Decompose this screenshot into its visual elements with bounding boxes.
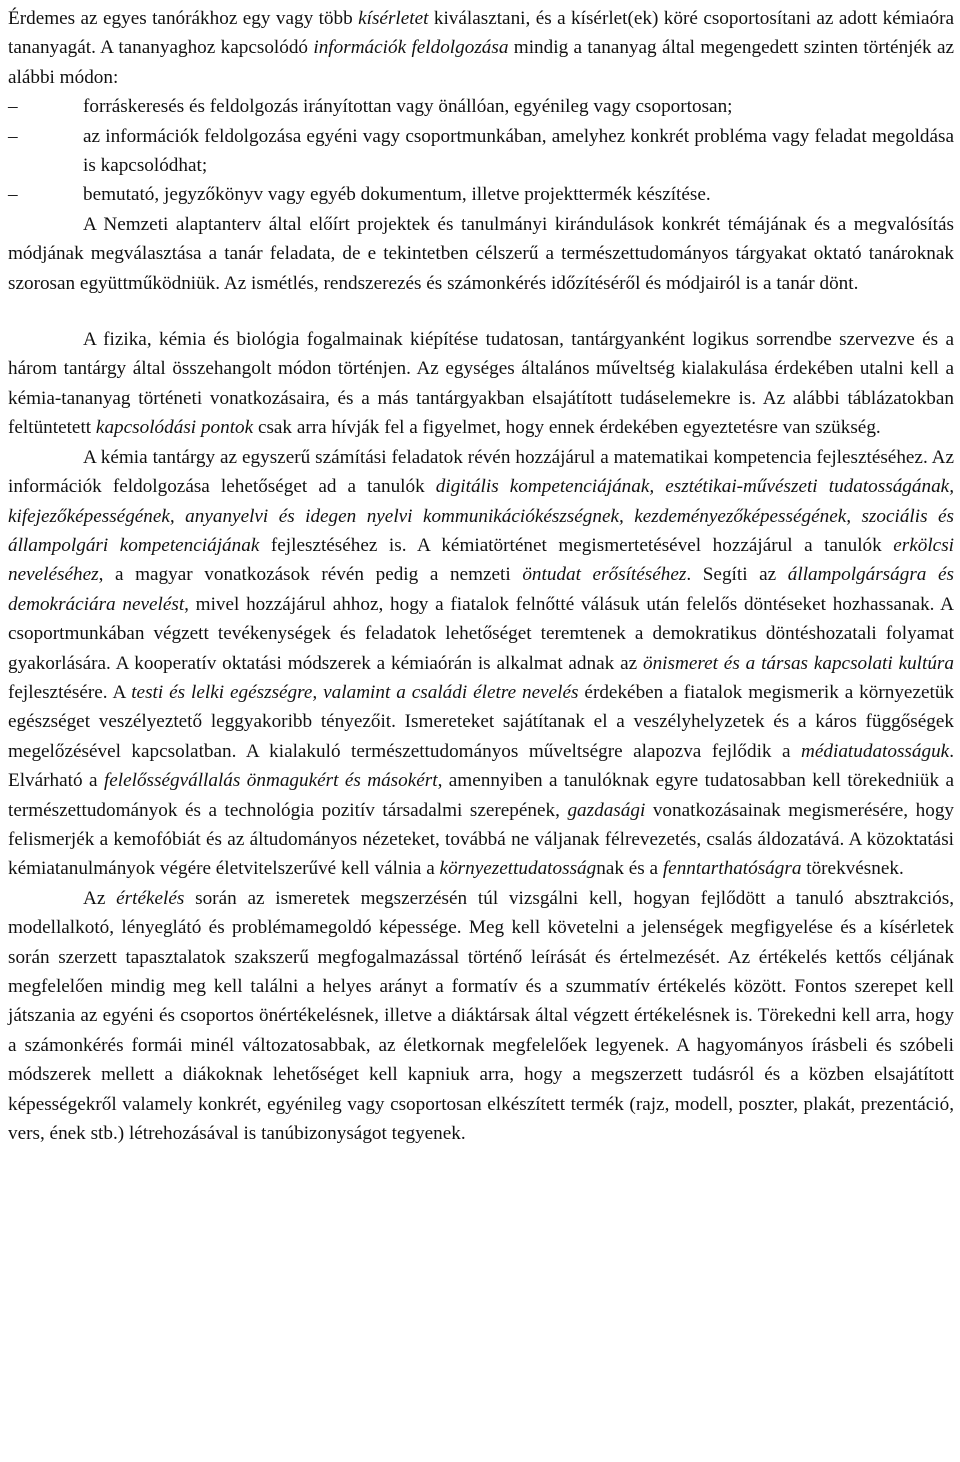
list-item-text: forráskeresés és feldolgozás irányítottan vagy önállóan, egyénileg vagy csoportosan;	[83, 96, 733, 118]
text-run: során az ismeretek megszerzésén túl vizsgálni kell, hogyan fejlődött a tanuló absztrakciós, modellalkotó, lényeglátó és problémamegoldó képessége. Meg kell követelni a jelenségek megfigyelése és a kísérletek során szerzett tapasztalatok szakszerű megfogalmazással történő leírását és értelmezését. Az értékelés kettős céljának megfelelően mindig meg kell találni a helyes arányt a formatív és a szummatív értékelés között. Fontos szerepet kell játszania az egyéni és csoportos önértékelésnek, illetve a diáktársak által végzett értékelésnek is. Törekedni kell arra, hogy a számonkérés formái minél változatosabbak, az életkornak megfelelőek legyenek. A hagyományos írásbeli és szóbeli módszerek mellett a diákoknak lehetőséget kell kapniuk arra, hogy a megszerzett tudásról és a közben elsajátított képességekről valamely konkrét, egyénileg vagy csoportosan elkészített termék (rajz, modell, poszter, plakát, prezentáció, vers, ének stb.) létrehozásával is tanúbizonyságot tegyenek.	[8, 887, 954, 1145]
italic-text-run: fenntarthatóságra	[662, 858, 802, 880]
text-run: Érdemes az egyes tanórákhoz egy vagy több	[8, 8, 359, 29]
list-item	[8, 122, 954, 181]
italic-text-run: erkölcsi neveléséhez	[8, 534, 954, 586]
text-run: vonatkozásainak megismerésére, hogy felismerjék a kemofóbiát és az áltudományos nézeteket, továbbá ne váljanak félrevezetés, csalás áldozatává. A közoktatási kémiatanulmányok végére életvitelszerűvé kell válnia a	[8, 799, 955, 880]
intro-paragraph	[8, 4, 954, 92]
italic-text-run: médiatudatosságuk	[801, 740, 950, 762]
text-run: A kémia tantárgy az egyszerű számítási feladatok révén hozzájárul a matematikai kompetencia fejlesztéséhez. Az információk feldolgozása lehetőséget ad a tanulók	[8, 446, 954, 498]
text-run: csak arra hívják fel a figyelmet, hogy ennek érdekében egyeztetésre van szükség.	[253, 417, 881, 439]
text-run: A Nemzeti alaptanterv által előírt projektek és tanulmányi kirándulások konkrét témájának és a megvalósítás módjának megválasztása a tanár feladata, de e tekintetben célszerű a természettudományos tárgyakat oktató tanároknak szorosan együttműködniük. Az ismétlés, rendszerezés és számonkérés időzítéséről és módjairól is a tanár dönt.	[8, 213, 954, 294]
italic-text-run: kapcsolódási pontok	[95, 417, 254, 439]
italic-text-run: gazdasági	[567, 799, 646, 821]
text-run: érdekében a fiatalok megismerik a környezetük egészséget veszélyeztető leggyakoribb tényezőit. Ismereteket sajátítanak el a veszélyhelyzetek és a káros függőségek megelőzésével kapcsolatban. A kialakuló természettudományos műveltségre alapozva fejlődik a	[8, 681, 955, 762]
dash-bullet-icon: –	[8, 96, 18, 118]
italic-text-run: információk feldolgozása	[313, 37, 509, 59]
assessment-paragraph	[8, 884, 954, 1149]
italic-text-run: környezettudatosság	[439, 858, 597, 880]
text-run: , amennyiben a tanulóknak egyre tudatosabban kell törekedniük a természettudományok és a technológia pozitív társadalmi szerepének,	[8, 770, 954, 821]
text-run: fejlesztésére. A	[8, 681, 132, 703]
italic-text-run: felelősségvállalás önmagukért és másokért	[103, 770, 438, 792]
italic-text-run: öntudat erősítéséhez	[522, 564, 687, 586]
text-run: nak és a	[596, 858, 663, 880]
text-run: , a magyar vonatkozások révén pedig a nemzeti	[98, 564, 523, 586]
italic-text-run: értékelés	[116, 887, 185, 909]
list-item-text: az információk feldolgozása egyéni vagy csoportmunkában, amelyhez konkrét probléma vagy feladat megoldása is kapcsolódhat;	[83, 125, 954, 177]
text-run: Az	[83, 887, 117, 909]
list-item-text: bemutató, jegyzőkönyv vagy egyéb dokumentum, illetve projekttermék készítése.	[83, 184, 711, 206]
text-run: . Elvárható a	[8, 740, 954, 792]
italic-text-run: kísérletet	[358, 8, 429, 29]
italic-text-run: állampolgárságra és demokráciára nevelést	[8, 564, 954, 615]
document-body	[8, 4, 954, 1148]
competence-paragraph	[8, 443, 954, 884]
integration-paragraph	[8, 325, 954, 443]
dash-bullet-icon: –	[8, 125, 18, 147]
text-run: kiválasztani, és a kísérlet(ek) köré csoportosítani az adott kémiaóra tananyagát. A tananyaghoz kapcsolódó	[8, 8, 954, 59]
curriculum-paragraph	[8, 210, 954, 298]
text-run: A fizika, kémia és biológia fogalmainak kiépítése tudatosan, tantárgyanként logikus sorrendbe szervezve és a három tantárgy által összehangolt módon történjen. Az egységes általános műveltség kialakulása érdekében utalni kell a kémia-tananyag történeti vonatkozásaira, és a más tantárgyakban elsajátított tudáselemekre is. Az alábbi táblázatokban feltüntetett	[8, 329, 954, 439]
italic-text-run: önismeret és a társas kapcsolati kultúra	[642, 652, 954, 674]
text-run: törekvésnek.	[801, 858, 904, 880]
italic-text-run: testi és lelki egészségre, valamint a családi életre nevelés	[131, 681, 579, 703]
text-run: mindig a tananyag által megengedett szinten történjék az alábbi módon:	[8, 37, 954, 88]
dash-bullet-icon: –	[8, 184, 18, 206]
text-run: . Segíti az	[686, 564, 788, 586]
text-run: , mivel hozzájárul ahhoz, hogy a fiatalok felnőtté válásuk után felelős döntéseket hozhassanak. A csoportmunkában végzett tevékenységek és feladatok lehetőséget teremtenek a demokratikus döntéshozatali folyamat gyakorlására. A kooperatív oktatási módszerek a kémiaórán is alkalmat adnak az	[8, 593, 954, 674]
list-item	[8, 92, 954, 121]
list-item	[8, 180, 954, 209]
italic-text-run: digitális kompetenciájának, esztétikai-művészeti tudatosságának, kifejezőképességének, anyanyelvi és idegen nyelvi kommunikációkészségnek, kezdeményezőképességének, szociális és állampolgári kompetenciájának	[8, 476, 954, 556]
text-run: fejlesztéséhez is. A kémiatörténet megismertetésével hozzájárul a tanulók	[259, 534, 894, 556]
method-list	[8, 92, 954, 210]
